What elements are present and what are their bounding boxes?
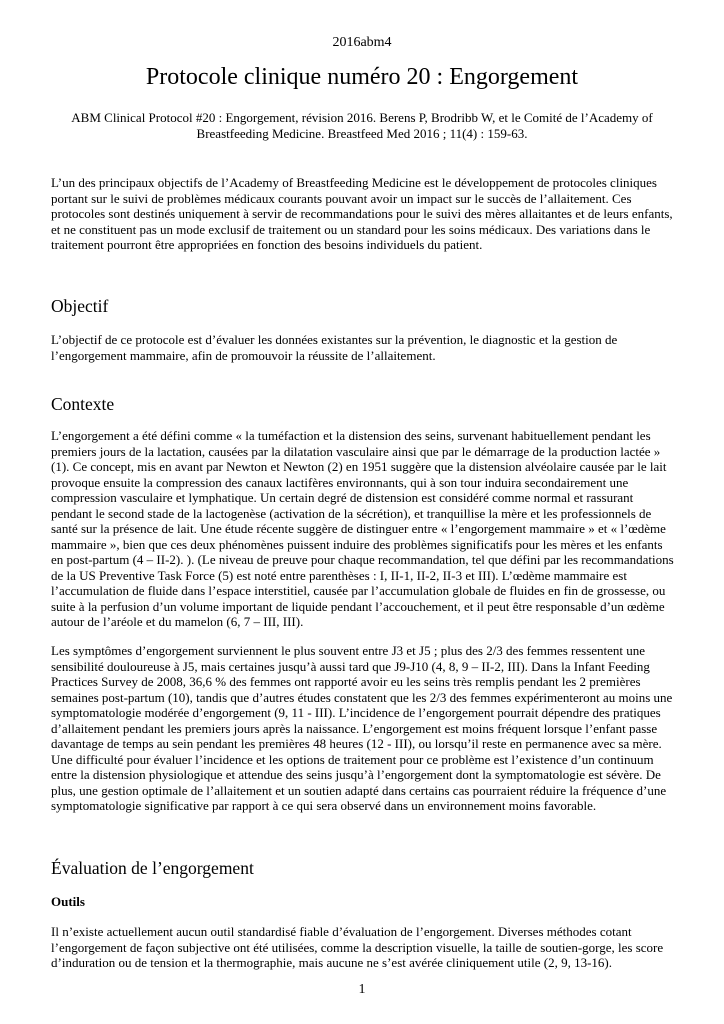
page-title: Protocole clinique numéro 20 : Engorgement bbox=[145, 64, 579, 90]
page-number: 1 bbox=[358, 982, 366, 997]
contexte-paragraph-1: L’engorgement a été défini comme « la tuméfaction et la distension des seins, survenant habituellement pendant les premiers jours de la lactation, causées par la dilatation vasculaire ainsi que par le démarrage de la production lactée » (1). Ce concept, mis en avant par Newton et Newton (2) en 1951 suggère que la distension alvéolaire causée par le lait provoque ensuite la compression des canaux lactifères environnants, qui à son tour induira secondairement une compression vasculaire et lymphatique. Un certain degré de distension est considéré comme normal et rassurant pendant le second stade de la lactogenèse (activation de la sécrétion), et tranquillise la mère et les professionnels de santé sur la présence de lait. Une étude récente suggère de distinguer entre « l’engorgement mammaire » et « l’œdème mammaire », bien que ces deux phénomènes puissent induire des problèmes significatifs pour les mères et les enfants en post-partum (4 – II-2). ). (Le niveau de preuve pour chaque recommandation, tel que défini par les recommandations de la US Preventive Task Force (5) est noté entre parenthèses : I, II-1, II-2, II-3 et III). L’œdème mammaire est l’accumulation de fluide dans l’espace interstitiel, causée par l’accumulation globale de fluides en fin de grossesse, ou suite à la perfusion d’un volume important de liquide pendant l’accouchement, et il peut être responsable d’un œdème autour de l’aréole et du mamelon (6, 7 – III, III). bbox=[51, 428, 674, 629]
section-heading-contexte: Contexte bbox=[51, 394, 115, 414]
contexte-paragraph-2: Les symptômes d’engorgement surviennent le plus souvent entre J3 et J5 ; plus des 2/3 des femmes ressentent une sensibilité douloureuse à J5, mais certaines jusqu’à aussi tard que J9-J10 (4, 8, 9 – II-2, III). Dans la Infant Feeding Practices Survey de 2008, 36,6 % des femmes ont rapporté avoir eu les seins très remplis pendant les 2 premières semaines post-partum (10), tandis que d’autres études constatent que les 2/3 des femmes expérimenteront au moins une symptomatologie modérée d’engorgement (9, 11 - III). L’incidence de l’engorgement pourrait dépendre des pratiques d’allaitement pendant les premiers jours après la naissance. L’engorgement est moins fréquent lorsque l’enfant passe davantage de temps au sein pendant les premières 48 heures (12 - III), ou lorsqu’il reste en permanence avec sa mère. Une difficulté pour évaluer l’incidence et les options de traitement pour ce problème est l’existence d’un continuum entre la distension physiologique et attendue des seins jusqu’à l’engorgement dont la symptomatologie est sévère. De plus, une gestion optimale de l’allaitement et un soutien adapté dans certains cas pourraient réduire la fréquence d’une symptomatologie significative par rapport à ce qui sera observé dans un environnement moins favorable. bbox=[51, 643, 673, 813]
section-heading-evaluation: Évaluation de l’engorgement bbox=[51, 858, 254, 878]
document-code: 2016abm4 bbox=[332, 35, 392, 50]
subheading-outils: Outils bbox=[51, 894, 85, 909]
intro-paragraph: L’un des principaux objectifs de l’Academy of Breastfeeding Medicine est le développement de protocoles cliniques portant sur le suivi de problèmes médicaux courants pouvant avoir un impact sur le succès de l’allaitement. Ces protocoles sont destinés uniquement à servir de recommandations pour le suivi des mères allaitantes et de leurs enfants, et ne constituent pas un mode exclusif de traitement ou un standard pour les soins médicaux. Des variations dans le traitement pourront être appropriées en fonction des besoins individuels du patient. bbox=[51, 175, 673, 252]
evaluation-paragraph: Il n’existe actuellement aucun outil standardisé fiable d’évaluation de l’engorgement. Diverses méthodes cotant l’engorgement de façon subjective ont été utilisées, comme la description visuelle, la taille de soutien-gorge, les score d’induration ou de tension et la thermographie, mais aucune ne s’est avérée cliniquement utile (2, 9, 13-16). bbox=[51, 924, 664, 970]
citation: ABM Clinical Protocol #20 : Engorgement, révision 2016. Berens P, Brodribb W, et le Comité de l’Academy of Breastfeeding Medicine. Breastfeed Med 2016 ; 11(4) : 159-63. bbox=[71, 110, 653, 141]
section-heading-objectif: Objectif bbox=[51, 296, 109, 316]
objectif-paragraph: L’objectif de ce protocole est d’évaluer les données existantes sur la prévention, le diagnostic et la gestion de l’engorgement mammaire, afin de promouvoir la réussite de l’allaitement. bbox=[51, 332, 618, 363]
